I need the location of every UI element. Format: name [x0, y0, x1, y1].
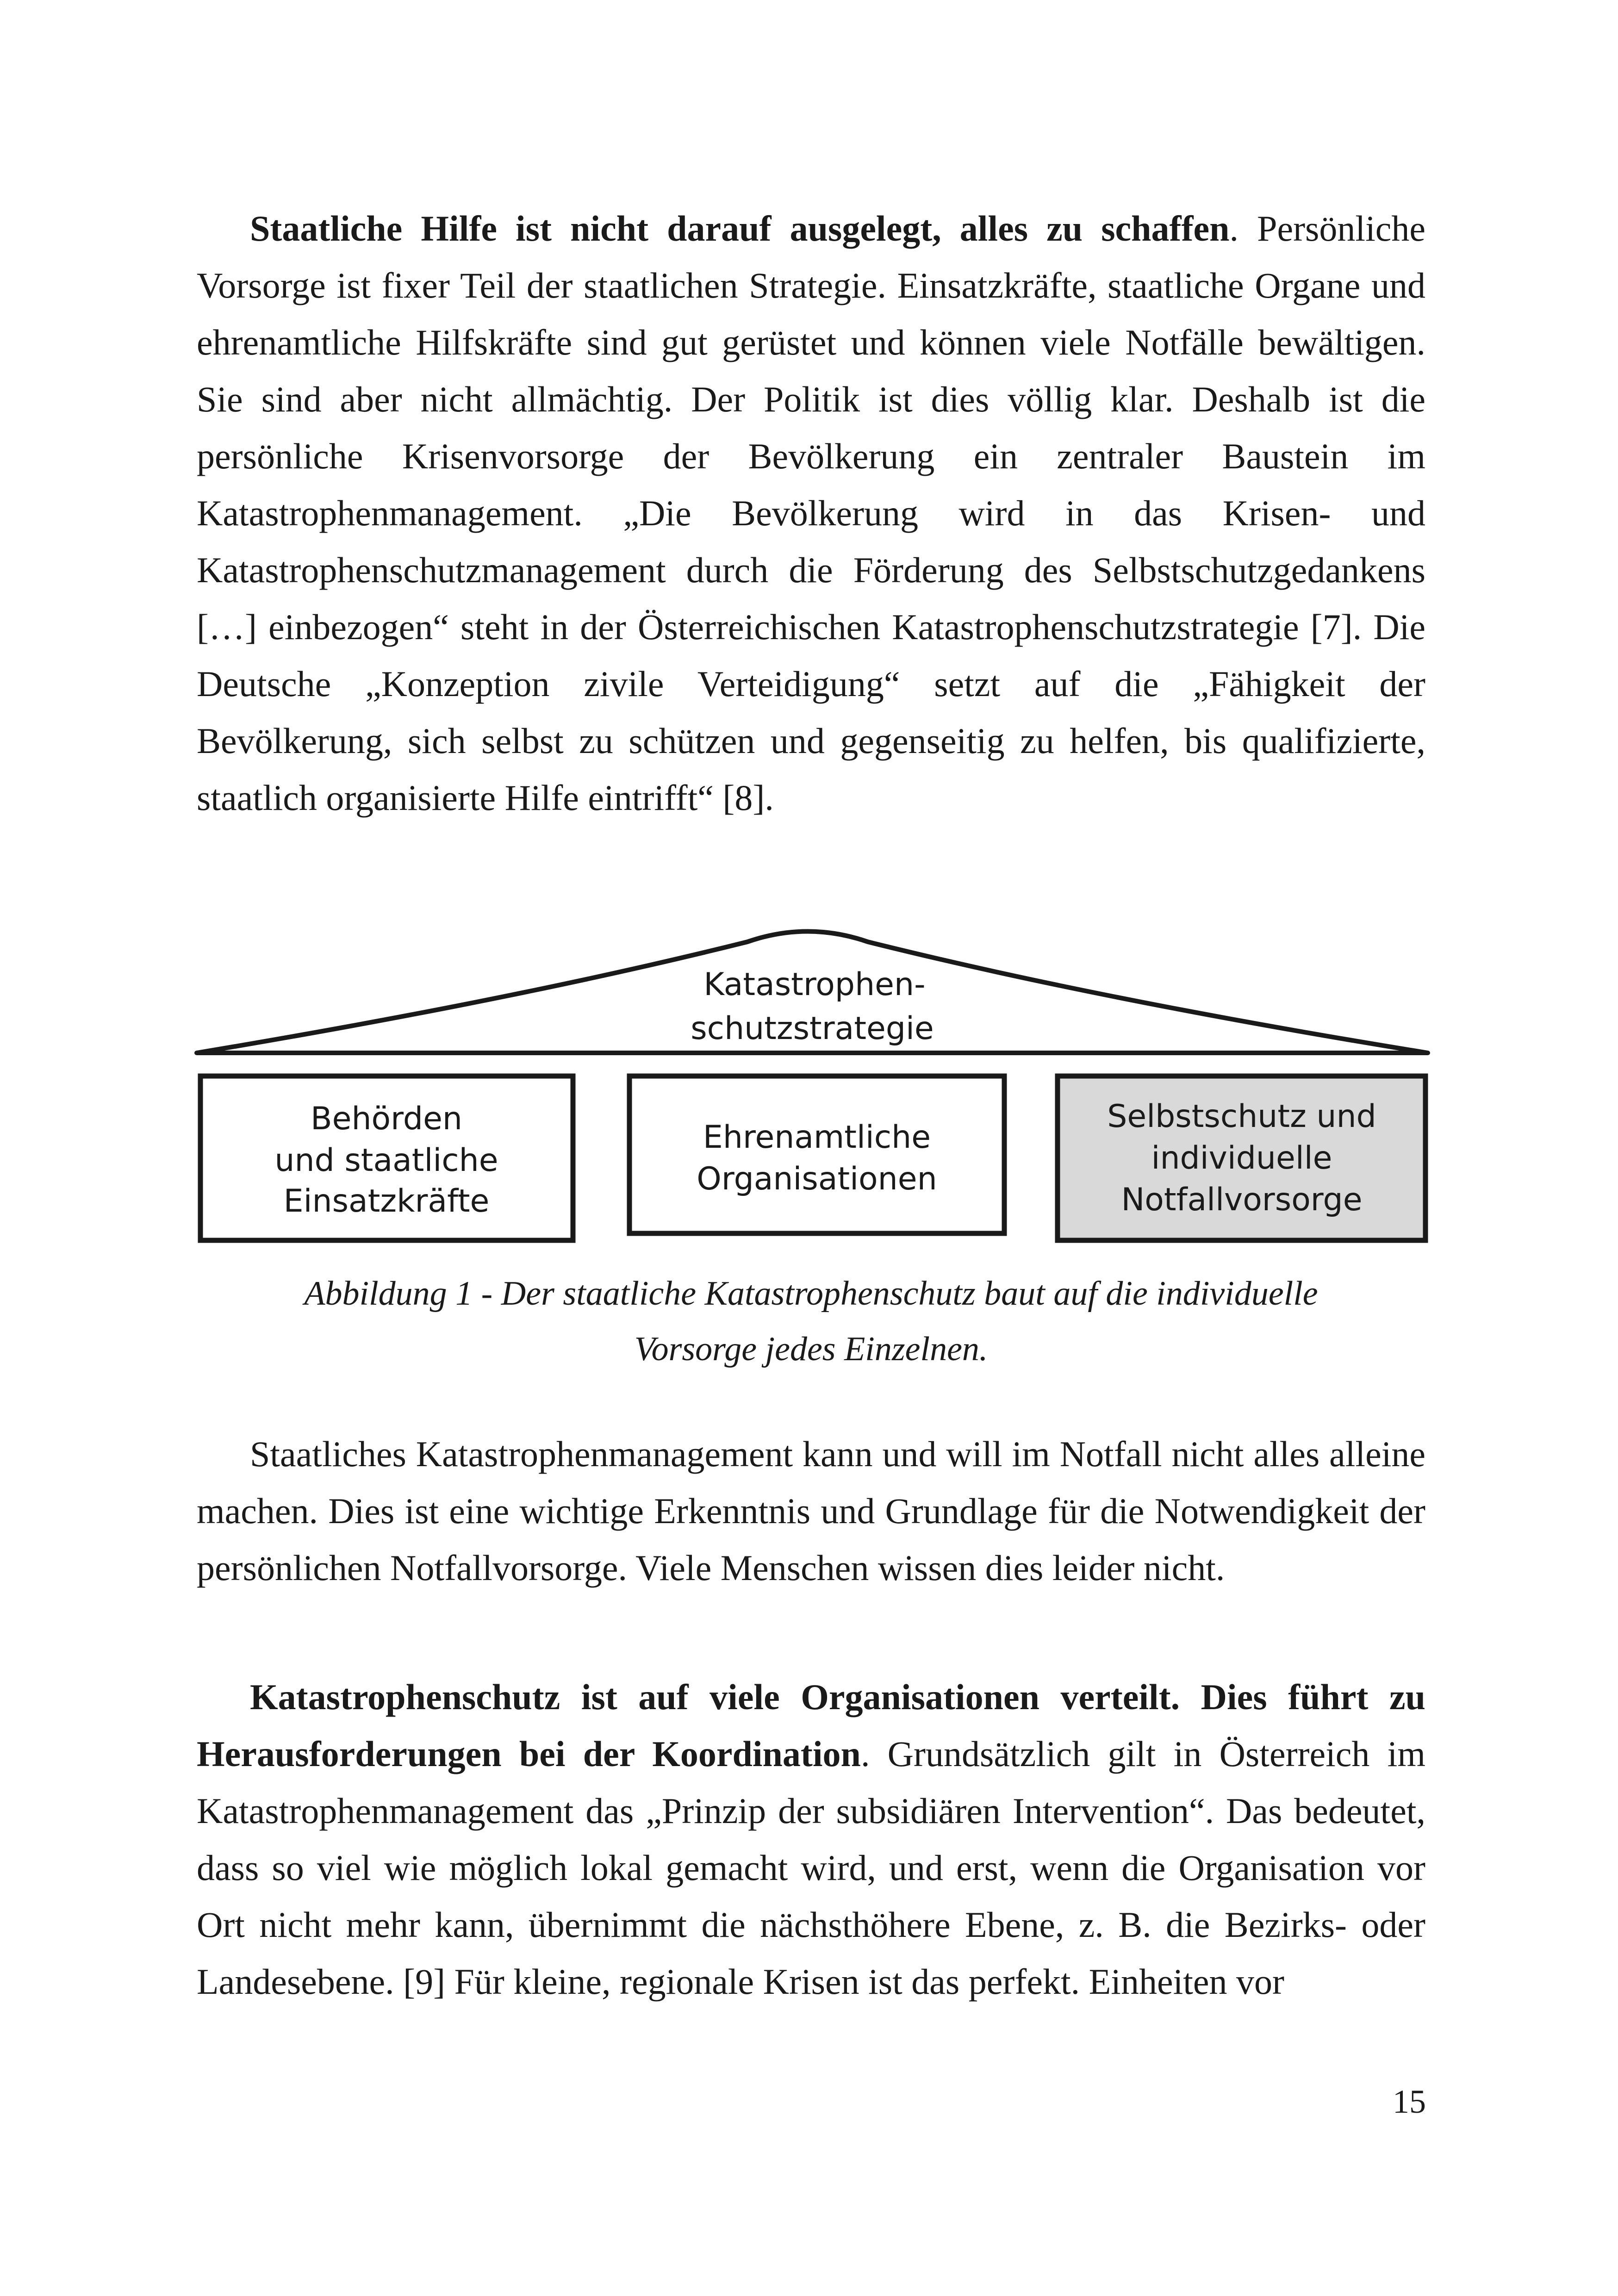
roof-label-line1: Katastrophen- — [703, 966, 926, 1003]
pillar-self-protection-line1: Selbstschutz und — [1107, 1098, 1376, 1135]
pillar-volunteer-orgs-line2: Organisationen — [697, 1161, 937, 1197]
paragraph-2-text: Staatliches Katastrophenmanagement kann und will im Notfall nicht alles alleine machen. Dies ist eine wichtige Erkenntnis und Grundlage für die Notwendigkeit der persönlichen Notfallvorsorge. Viele Menschen wissen dies leider nicht. — [197, 1434, 1425, 1588]
pillar-authorities-line1: Behörden — [310, 1101, 463, 1137]
caption-line2: Vorsorge jedes Einzelnen. — [634, 1330, 988, 1368]
paragraph-2 — [197, 1425, 1425, 1596]
paragraph-1-text: . Persönliche Vorsorge ist fixer Teil der staatlichen Strategie. Einsatzkräfte, staatliche Organe und ehrenamtliche Hilfskräfte sind gut gerüstet und können viele Notfälle bewältigen. Sie sind aber nicht allmächtig. Der Politik ist dies völlig klar. Deshalb ist die persönliche Krisenvorsorge der Bevölkerung ein zentraler Baustein im Katastrophenmanagement. „Die Bevölkerung wird in das Krisen- und Katastrophenschutzmanagement durch die Förderung des Selbstschutzgedankens […] einbezogen“ steht in der Österreichischen Katastrophenschutzstrategie [7]. Die Deutsche „Konzeption zivile Verteidigung“ setzt auf die „Fähigkeit der Bevölkerung, sich selbst zu schützen und gegenseitig zu helfen, bis qualifizierte, staatlich organisierte Hilfe eintrifft“ [8]. — [197, 208, 1425, 818]
strategy-diagram — [192, 921, 1432, 1254]
paragraph-3-text: . Grundsätzlich gilt in Österreich im Katastrophenmanagement das „Prinzip der subsidiären Intervention“. Das bedeutet, dass so viel wie möglich lokal gemacht wird, und erst, wenn die Organisation vor Ort nicht mehr kann, übernimmt die nächsthöhere Ebene, z. B. die Bezirks- oder Landesebene. [9] Für kleine, regionale Krisen ist das perfekt. Einheiten vor — [197, 1734, 1425, 2002]
paragraph-3-bold: Katastrophenschutz ist auf viele Organisationen verteilt. Dies führt zu Herausforderungen bei der Koordination — [197, 1677, 1425, 1774]
pillar-authorities-line2: und staatliche — [274, 1142, 498, 1179]
paragraph-1-bold: Staatliche Hilfe ist nicht darauf ausgelegt, alles zu schaffen — [250, 208, 1230, 249]
paragraph-3 — [197, 1668, 1425, 2010]
page-number: 15 — [1393, 2083, 1426, 2120]
pillar-self-protection-line3: Notfallvorsorge — [1121, 1182, 1363, 1218]
paragraph-1 — [197, 200, 1425, 826]
pillar-authorities-line3: Einsatzkräfte — [283, 1183, 490, 1220]
pillar-volunteer-orgs-line1: Ehrenamtliche — [703, 1119, 931, 1156]
figure-caption — [197, 1266, 1425, 1377]
pillar-self-protection-line2: individuelle — [1151, 1140, 1332, 1176]
caption-line1: Abbildung 1 - Der staatliche Katastrophenschutz baut auf die individuelle — [304, 1275, 1318, 1313]
roof-label-line2: schutzstrategie — [691, 1010, 934, 1047]
